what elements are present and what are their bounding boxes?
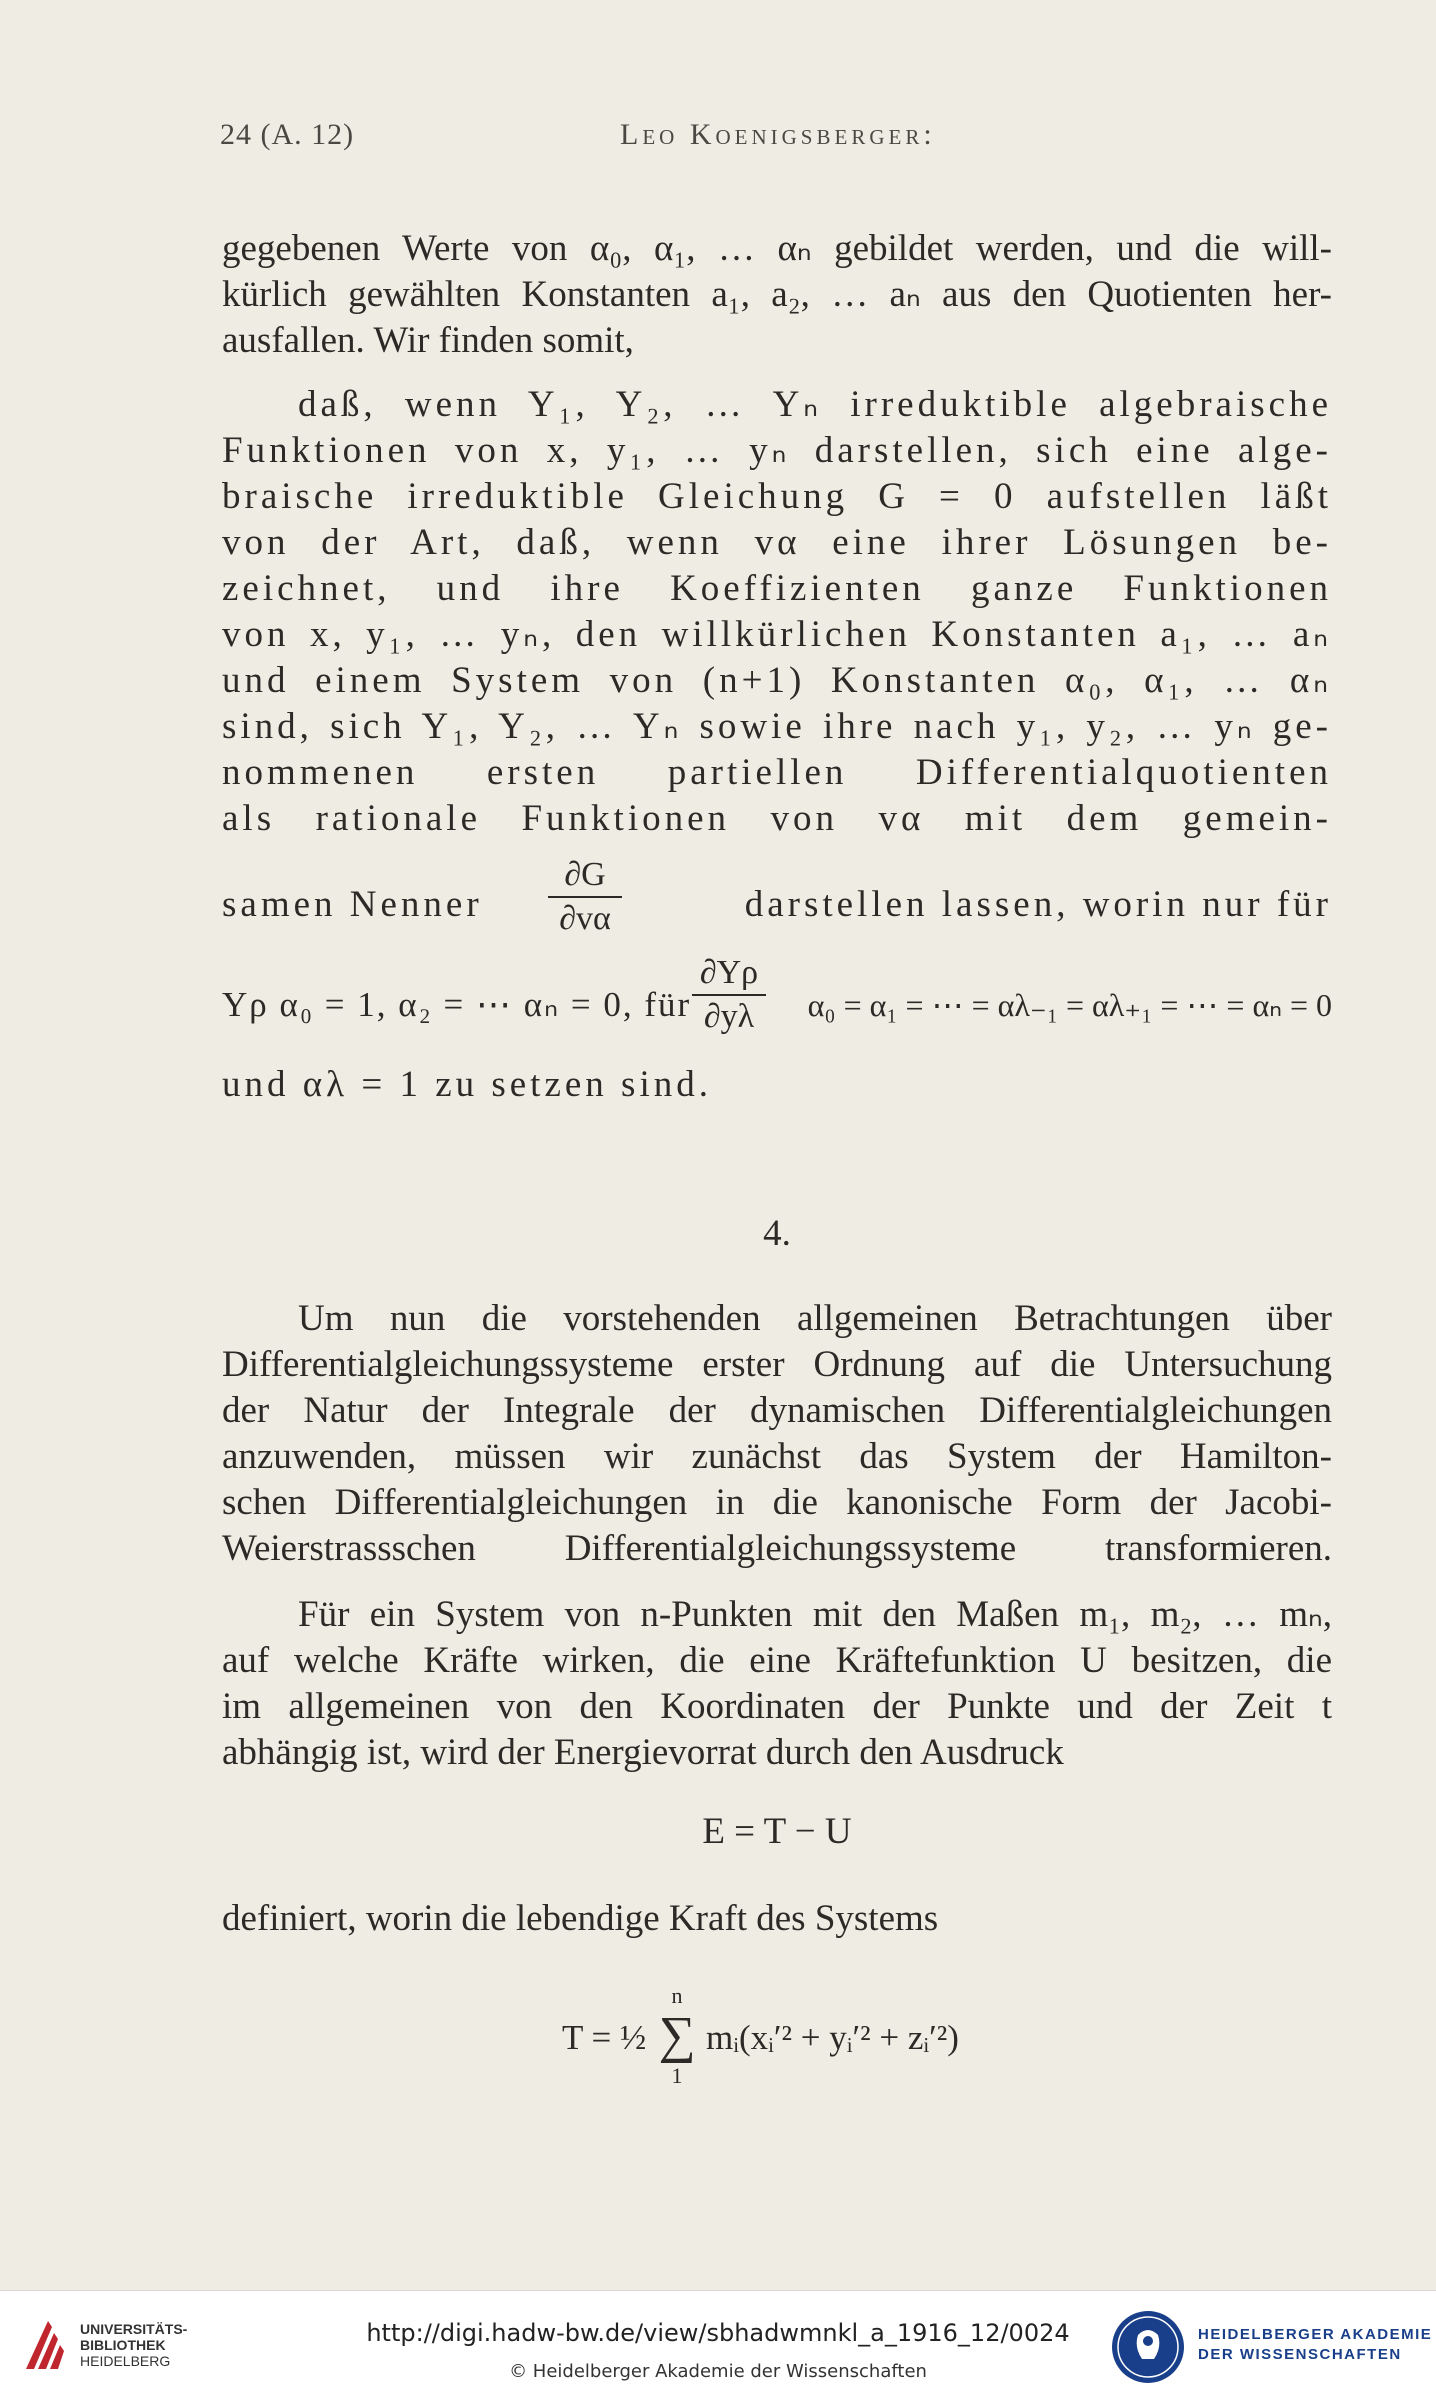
text-line: nommenen ersten partiellen Differentialquotienten bbox=[222, 752, 1332, 793]
text-line: Weierstrassschen Differentialgleichungssysteme transformieren. bbox=[222, 1528, 1332, 1569]
text-line: als rationale Funktionen von vα mit dem gemein- bbox=[222, 798, 1332, 839]
text-line: daß, wenn Y₁, Y₂, … Yₙ irreduktible algebraische bbox=[298, 384, 1332, 425]
text-line: definiert, worin die lebendige Kraft des Systems bbox=[222, 1898, 939, 1939]
equation-energy: E = T − U bbox=[702, 1811, 852, 1852]
text-line: ausfallen. Wir finden somit, bbox=[222, 320, 634, 361]
text-line: von der Art, daß, wenn vα eine ihrer Lösungen be- bbox=[222, 522, 1332, 563]
text-line: braische irreduktible Gleichung G = 0 aufstellen läßt bbox=[222, 476, 1332, 517]
text-line: darstellen lassen, worin nur für bbox=[744, 884, 1332, 925]
ub-line: BIBLIOTHEK bbox=[80, 2337, 166, 2353]
fraction-denominator: ∂yλ bbox=[703, 998, 755, 1035]
equation-kinetic-body: mᵢ(xᵢ′² + yᵢ′² + zᵢ′²) bbox=[706, 2018, 959, 2057]
fraction-numerator: ∂G bbox=[564, 856, 606, 893]
sum-upper-limit: n bbox=[671, 1983, 683, 2008]
academy-name bbox=[1198, 2325, 1432, 2365]
fraction-numerator: ∂Yρ bbox=[699, 954, 759, 991]
ub-line: HEIDELBERG bbox=[80, 2353, 171, 2369]
fraction-dG-dv bbox=[548, 856, 622, 938]
text-line: Funktionen von x, y₁, … yₙ darstellen, sich eine alge- bbox=[222, 430, 1332, 471]
text-line: α₀ = α₁ = ⋯ = αλ₋₁ = αλ₊₁ = ⋯ = αₙ = 0 bbox=[807, 987, 1332, 1023]
academy-seal-icon bbox=[1108, 2307, 1188, 2387]
text-line: auf welche Kräfte wirken, die eine Kräftefunktion U besitzen, die bbox=[222, 1640, 1332, 1681]
text-line: und einem System von (n+1) Konstanten α₀, α₁, … αₙ bbox=[222, 660, 1332, 701]
text-line: gegebenen Werte von α₀, α₁, … αₙ gebildet werden, und die will- bbox=[222, 228, 1332, 269]
author-header: Leo Koenigsberger: bbox=[620, 118, 936, 151]
copyright-notice: © Heidelberger Akademie der Wissenschaften bbox=[509, 2361, 927, 2382]
page-number: 24 (A. 12) bbox=[220, 118, 355, 151]
summation bbox=[652, 1984, 702, 2088]
text-line: von x, y₁, … yₙ, den willkürlichen Konstanten a₁, … aₙ bbox=[222, 614, 1332, 655]
text-line: anzuwenden, müssen wir zunächst das System der Hamilton- bbox=[222, 1436, 1332, 1477]
text-line: und αλ = 1 zu setzen sind. bbox=[222, 1064, 712, 1105]
fraction-denominator: ∂vα bbox=[559, 900, 611, 937]
text-line: Yρ α₀ = 1, α₂ = ⋯ αₙ = 0, für bbox=[222, 985, 692, 1024]
fraction-dY-dy bbox=[692, 954, 766, 1036]
text-line: der Natur der Integrale der dynamischen Differentialgleichungen bbox=[222, 1390, 1332, 1431]
text-line: Für ein System von n-Punkten mit den Maßen m₁, m₂, … mₙ, bbox=[298, 1594, 1332, 1635]
text-line: kürlich gewählten Konstanten a₁, a₂, … aₙ aus den Quotienten her- bbox=[222, 274, 1332, 315]
text-line: schen Differentialgleichungen in die kanonische Form der Jacobi- bbox=[222, 1482, 1332, 1523]
text-line: Um nun die vorstehenden allgemeinen Betrachtungen über bbox=[298, 1298, 1332, 1339]
running-header bbox=[220, 118, 1330, 158]
text-line: Differentialgleichungssysteme erster Ordnung auf die Untersuchung bbox=[222, 1344, 1332, 1385]
sum-lower-limit: 1 bbox=[671, 2063, 683, 2088]
digitization-footer bbox=[0, 2290, 1436, 2401]
source-url-link[interactable]: http://digi.hadw-bw.de/view/sbhadwmnkl_a_1916_12/0024 bbox=[366, 2319, 1070, 2347]
text-line: abhängig ist, wird der Energievorrat durch den Ausdruck bbox=[222, 1732, 1064, 1773]
text-line: zeichnet, und ihre Koeffizienten ganze Funktionen bbox=[222, 568, 1332, 609]
academy-line: HEIDELBERGER AKADEMIE bbox=[1198, 2326, 1433, 2343]
equation-kinetic-lhs: T = ½ bbox=[562, 2018, 647, 2057]
ub-line: UNIVERSITÄTS- bbox=[80, 2321, 188, 2337]
text-line: im allgemeinen von den Koordinaten der Punkte und der Zeit t bbox=[222, 1686, 1332, 1727]
text-line: sind, sich Y₁, Y₂, … Yₙ sowie ihre nach y₁, y₂, … yₙ ge- bbox=[222, 706, 1332, 747]
text-line: samen Nenner bbox=[222, 884, 483, 925]
academy-line: DER WISSENSCHAFTEN bbox=[1198, 2346, 1402, 2363]
section-number: 4. bbox=[763, 1213, 791, 1254]
sum-sign: ∑ bbox=[658, 2007, 696, 2064]
